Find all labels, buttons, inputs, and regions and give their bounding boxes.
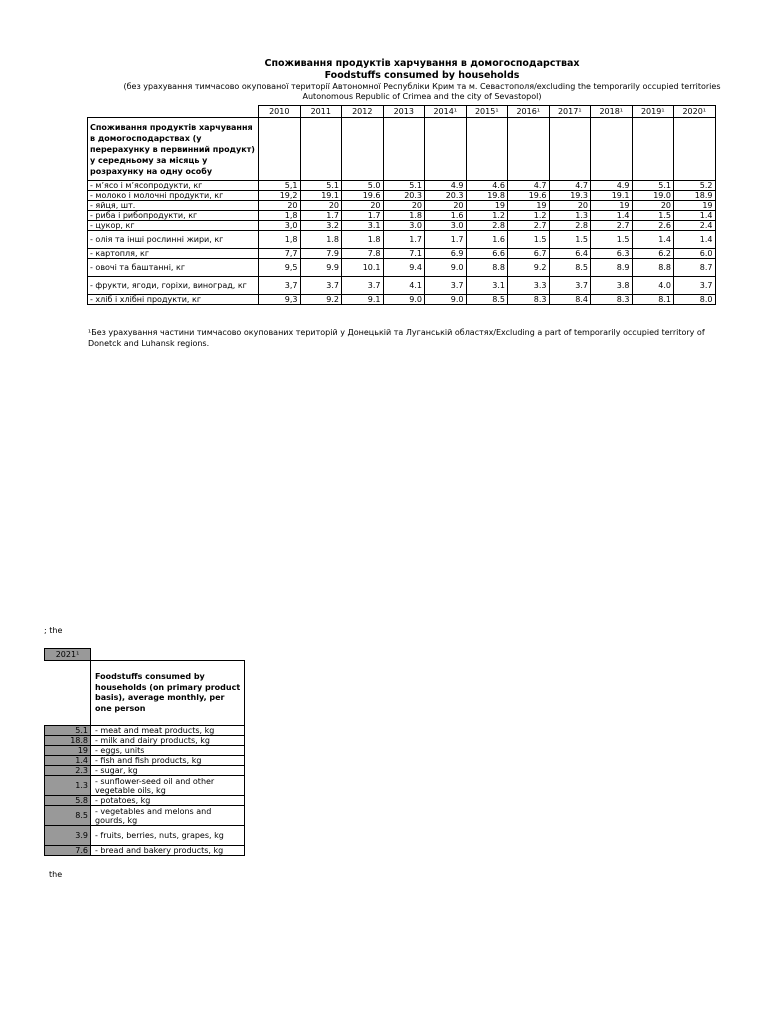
- row-label: - овочі та баштанні, кг: [88, 259, 259, 277]
- year-header: 2012: [342, 106, 384, 118]
- value-cell: 3.7: [300, 277, 342, 295]
- title-block: [84, 58, 760, 102]
- footnote-line1: ¹Без урахування частини тимчасово окупованих територій у Донецькій та Луганській областях/Excluding a part of temporarily occupied territory of: [88, 328, 705, 337]
- value-cell: 19.8: [466, 191, 508, 201]
- value-cell: 20: [383, 201, 425, 211]
- value-cell: 3.1: [466, 277, 508, 295]
- value-cell: 9,5: [259, 259, 301, 277]
- table-row: [88, 181, 716, 191]
- year-header-row: [88, 106, 716, 118]
- value-cell: 4.6: [466, 181, 508, 191]
- value-cell: 1.2: [466, 211, 508, 221]
- value-cell: 1.8: [342, 231, 384, 249]
- value-cell: 6.9: [425, 249, 467, 259]
- main-data-table: [87, 105, 716, 305]
- value-cell: 3.0: [425, 221, 467, 231]
- value-cell: 8.9: [591, 259, 633, 277]
- year-header: 2017¹: [549, 106, 591, 118]
- value-cell: 1.6: [425, 211, 467, 221]
- year-header: 2020¹: [674, 106, 716, 118]
- side-table-row: [45, 806, 245, 826]
- value-cell: 1.8: [383, 211, 425, 221]
- value-cell: 2.7: [591, 221, 633, 231]
- value-cell: 9.2: [300, 295, 342, 305]
- table-row: [88, 211, 716, 221]
- indicator-header-ua: Споживання продуктів харчування в домогосподарствах (у перерахунку в первинний продукт) у середньому за місяць у розрахунку на одну особу: [88, 118, 259, 181]
- title-ua: Споживання продуктів харчування в домогосподарствах: [264, 58, 580, 69]
- row-label: - цукор, кг: [88, 221, 259, 231]
- side-header-row: [45, 661, 245, 726]
- side-row-label: - milk and dairy products, kg: [91, 736, 245, 746]
- header-spacer-cell: [383, 118, 425, 181]
- value-cell: 1.5: [632, 211, 674, 221]
- side-row-label: - potatoes, kg: [91, 796, 245, 806]
- side-table-row: [45, 736, 245, 746]
- value-cell: 8.0: [674, 295, 716, 305]
- value-cell: 3.0: [383, 221, 425, 231]
- value-cell: 1.4: [674, 231, 716, 249]
- value-cell: 1.5: [508, 231, 550, 249]
- side-value-cell: 8.5: [45, 806, 91, 826]
- value-cell: 5.2: [674, 181, 716, 191]
- row-label: - картопля, кг: [88, 249, 259, 259]
- year-header: 2013: [383, 106, 425, 118]
- value-cell: 2.4: [674, 221, 716, 231]
- indicator-header-row: [88, 118, 716, 181]
- value-cell: 19,2: [259, 191, 301, 201]
- value-cell: 5,1: [259, 181, 301, 191]
- header-spacer-cell: [259, 118, 301, 181]
- value-cell: 20: [425, 201, 467, 211]
- header-spacer-cell: [466, 118, 508, 181]
- value-cell: 1.7: [300, 211, 342, 221]
- value-cell: 19: [508, 201, 550, 211]
- value-cell: 5.0: [342, 181, 384, 191]
- value-cell: 9,3: [259, 295, 301, 305]
- value-cell: 2.8: [549, 221, 591, 231]
- table-row: [88, 201, 716, 211]
- value-cell: 20.3: [383, 191, 425, 201]
- title-en: Foodstuffs consumed by households: [324, 70, 520, 81]
- side-table-row: [45, 766, 245, 776]
- value-cell: 19.0: [632, 191, 674, 201]
- side-empty-cell: [91, 649, 245, 661]
- value-cell: 7.8: [342, 249, 384, 259]
- table-row: [88, 295, 716, 305]
- side-value-cell: 19: [45, 746, 91, 756]
- value-cell: 2.7: [508, 221, 550, 231]
- side-table-row: [45, 846, 245, 856]
- header-spacer-cell: [342, 118, 384, 181]
- value-cell: 7.9: [300, 249, 342, 259]
- value-cell: 8.5: [466, 295, 508, 305]
- value-cell: 1.7: [342, 211, 384, 221]
- value-cell: 19.1: [591, 191, 633, 201]
- value-cell: 19.3: [549, 191, 591, 201]
- value-cell: 6.6: [466, 249, 508, 259]
- value-cell: 8.7: [674, 259, 716, 277]
- value-cell: 1.4: [674, 211, 716, 221]
- side-empty-cell: [45, 661, 91, 726]
- value-cell: 2.6: [632, 221, 674, 231]
- value-cell: 8.3: [591, 295, 633, 305]
- row-label: - молоко і молочні продукти, кг: [88, 191, 259, 201]
- side-year-row: [45, 649, 245, 661]
- value-cell: 3.7: [674, 277, 716, 295]
- side-data-table: [44, 648, 245, 856]
- table-row: [88, 259, 716, 277]
- value-cell: 19: [466, 201, 508, 211]
- value-cell: 4.9: [591, 181, 633, 191]
- value-cell: 2.8: [466, 221, 508, 231]
- subtitle-line1: (без урахування тимчасово окупованої території Автономної Республіки Крим та м. Севастополя/excluding the temporarily occupied territories: [123, 82, 721, 91]
- table-row: [88, 277, 716, 295]
- value-cell: 19: [591, 201, 633, 211]
- value-cell: 1.7: [383, 231, 425, 249]
- value-cell: 19: [674, 201, 716, 211]
- value-cell: 3,7: [259, 277, 301, 295]
- value-cell: 19.6: [508, 191, 550, 201]
- value-cell: 1.5: [591, 231, 633, 249]
- header-spacer-cell: [674, 118, 716, 181]
- row-label: - риба і рибопродукти, кг: [88, 211, 259, 221]
- side-table-row: [45, 726, 245, 736]
- value-cell: 3.7: [342, 277, 384, 295]
- value-cell: 4.7: [549, 181, 591, 191]
- subtitle-line2: Autonomous Republic of Crimea and the city of Sevastopol): [302, 92, 542, 101]
- value-cell: 1.4: [632, 231, 674, 249]
- value-cell: 3.7: [425, 277, 467, 295]
- value-cell: 8.5: [549, 259, 591, 277]
- value-cell: 5.1: [383, 181, 425, 191]
- value-cell: 9.4: [383, 259, 425, 277]
- value-cell: 1,8: [259, 231, 301, 249]
- value-cell: 6.4: [549, 249, 591, 259]
- value-cell: 1.5: [549, 231, 591, 249]
- table-row: [88, 231, 716, 249]
- value-cell: 6.0: [674, 249, 716, 259]
- side-row-label: - meat and meat products, kg: [91, 726, 245, 736]
- header-spacer-cell: [591, 118, 633, 181]
- side-row-label: - fruits, berries, nuts, grapes, kg: [91, 826, 245, 846]
- indicator-header-en: Foodstuffs consumed by households (on primary product basis), average monthly, per one person: [91, 661, 245, 726]
- value-cell: 7.1: [383, 249, 425, 259]
- side-table-row: [45, 826, 245, 846]
- value-cell: 20: [342, 201, 384, 211]
- value-cell: 9.9: [300, 259, 342, 277]
- value-cell: 4.7: [508, 181, 550, 191]
- value-cell: 4.9: [425, 181, 467, 191]
- value-cell: 6.7: [508, 249, 550, 259]
- footnote: [88, 327, 728, 349]
- value-cell: 9.0: [383, 295, 425, 305]
- table-row: [88, 249, 716, 259]
- value-cell: 8.4: [549, 295, 591, 305]
- value-cell: 8.1: [632, 295, 674, 305]
- value-cell: 20: [632, 201, 674, 211]
- value-cell: 20.3: [425, 191, 467, 201]
- year-header: 2014¹: [425, 106, 467, 118]
- value-cell: 1.8: [300, 231, 342, 249]
- value-cell: 9.0: [425, 259, 467, 277]
- side-value-cell: 7.6: [45, 846, 91, 856]
- value-cell: 3.3: [508, 277, 550, 295]
- side-row-label: - sugar, kg: [91, 766, 245, 776]
- side-table-row: [45, 746, 245, 756]
- side-value-cell: 5.1: [45, 726, 91, 736]
- value-cell: 3.8: [591, 277, 633, 295]
- value-cell: 9.0: [425, 295, 467, 305]
- year-header: 2016¹: [508, 106, 550, 118]
- header-spacer-cell: [632, 118, 674, 181]
- value-cell: 9.1: [342, 295, 384, 305]
- value-cell: 1.7: [425, 231, 467, 249]
- year-header: 2015¹: [466, 106, 508, 118]
- value-cell: 19.6: [342, 191, 384, 201]
- value-cell: 1,8: [259, 211, 301, 221]
- value-cell: 20: [549, 201, 591, 211]
- table-row: [88, 191, 716, 201]
- value-cell: 1.3: [549, 211, 591, 221]
- value-cell: 1.2: [508, 211, 550, 221]
- fragment-text-bottom: the: [49, 870, 63, 879]
- value-cell: 10.1: [342, 259, 384, 277]
- side-value-cell: 2.3: [45, 766, 91, 776]
- side-row-label: - bread and bakery products, kg: [91, 846, 245, 856]
- value-cell: 6.3: [591, 249, 633, 259]
- value-cell: 4.1: [383, 277, 425, 295]
- footnote-line2: Donetck and Luhansk regions.: [88, 339, 210, 348]
- year-header: 2010: [259, 106, 301, 118]
- side-row-label: - sunflower-seed oil and other vegetable oils, kg: [91, 776, 245, 796]
- value-cell: 1.6: [466, 231, 508, 249]
- side-value-cell: 18.8: [45, 736, 91, 746]
- value-cell: 3.2: [300, 221, 342, 231]
- value-cell: 20: [259, 201, 301, 211]
- value-cell: 5.1: [632, 181, 674, 191]
- side-row-label: - fish and fish products, kg: [91, 756, 245, 766]
- row-label: - м’ясо і м’ясопродукти, кг: [88, 181, 259, 191]
- table-row: [88, 221, 716, 231]
- header-spacer-cell: [508, 118, 550, 181]
- row-label: - фрукти, ягоди, горіхи, виноград, кг: [88, 277, 259, 295]
- side-year-header: 2021¹: [45, 649, 91, 661]
- value-cell: 19.1: [300, 191, 342, 201]
- row-label: - олія та інші рослинні жири, кг: [88, 231, 259, 249]
- value-cell: 5.1: [300, 181, 342, 191]
- value-cell: 3.1: [342, 221, 384, 231]
- side-row-label: - eggs, units: [91, 746, 245, 756]
- header-spacer-cell: [425, 118, 467, 181]
- row-label: - хліб і хлібні продукти, кг: [88, 295, 259, 305]
- value-cell: 7,7: [259, 249, 301, 259]
- side-value-cell: 3.9: [45, 826, 91, 846]
- row-label: - яйця, шт.: [88, 201, 259, 211]
- header-spacer-cell: [549, 118, 591, 181]
- side-value-cell: 1.3: [45, 776, 91, 796]
- header-spacer-cell: [300, 118, 342, 181]
- side-value-cell: 5.8: [45, 796, 91, 806]
- value-cell: 3.7: [549, 277, 591, 295]
- value-cell: 6.2: [632, 249, 674, 259]
- value-cell: 20: [300, 201, 342, 211]
- value-cell: 8.3: [508, 295, 550, 305]
- side-table-row: [45, 796, 245, 806]
- value-cell: 9.2: [508, 259, 550, 277]
- value-cell: 18.9: [674, 191, 716, 201]
- year-header: 2018¹: [591, 106, 633, 118]
- side-value-cell: 1.4: [45, 756, 91, 766]
- value-cell: 3,0: [259, 221, 301, 231]
- side-table-row: [45, 756, 245, 766]
- year-header: 2011: [300, 106, 342, 118]
- year-header: 2019¹: [632, 106, 674, 118]
- value-cell: 1.4: [591, 211, 633, 221]
- side-row-label: - vegetables and melons and gourds, kg: [91, 806, 245, 826]
- value-cell: 8.8: [466, 259, 508, 277]
- side-table-row: [45, 776, 245, 796]
- corner-cell: [88, 106, 259, 118]
- value-cell: 8.8: [632, 259, 674, 277]
- fragment-text-top: ; the: [44, 626, 63, 635]
- value-cell: 4.0: [632, 277, 674, 295]
